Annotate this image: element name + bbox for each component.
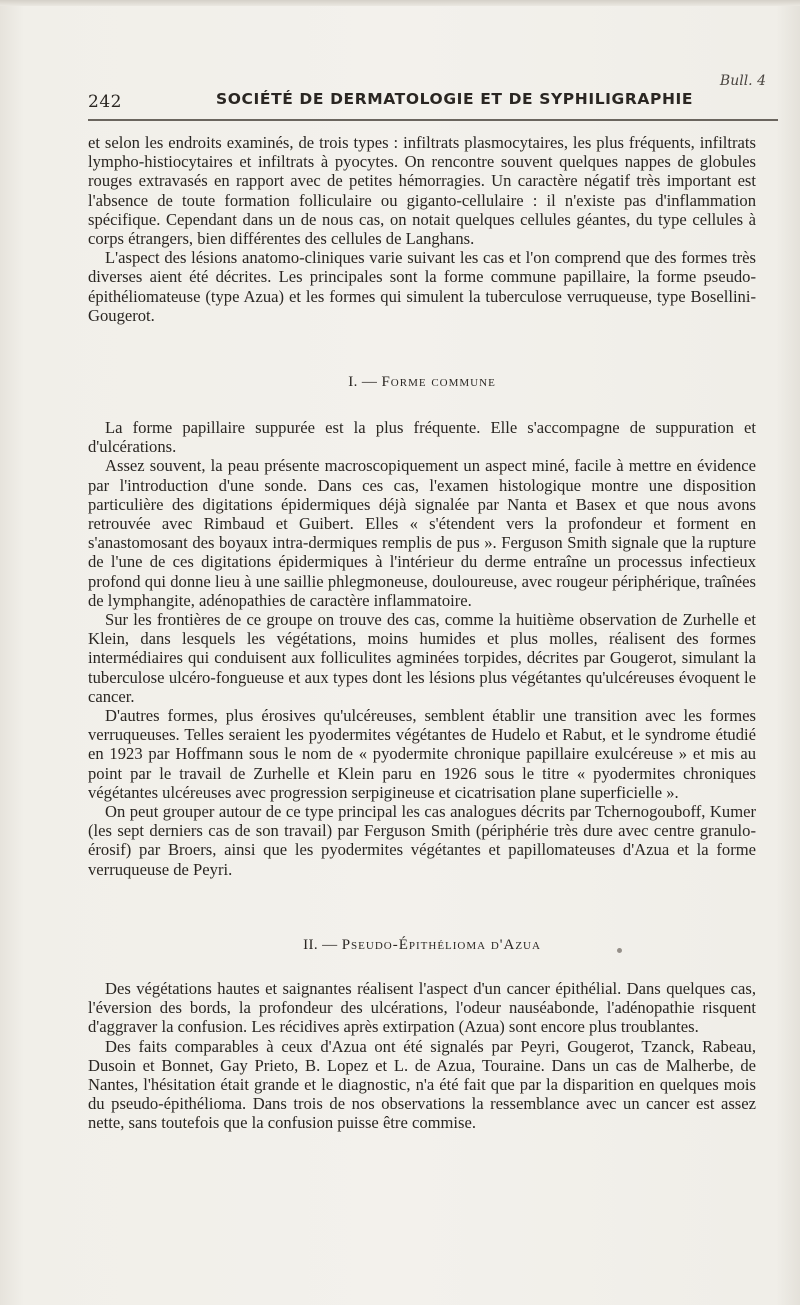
page-top-edge — [0, 0, 800, 6]
section-2-paragraph: Des végétations hautes et saignantes réalisent l'aspect d'un cancer épithélial. Dans quelques cas, l'éversion des bords, la profondeur des ulcérations, l'odeur nauséabonde, l'adénopathie risquent d'aggraver la confusion. Les récidives après extirpation (Azua) sont encore plus troublantes. — [88, 979, 756, 1037]
intro-block — [88, 133, 756, 325]
section-1-paragraph: On peut grouper autour de ce type principal les cas analogues décrits par Tchernogouboff, Kumer (les sept derniers cas de son travail) par Ferguson Smith (périphérie très dure avec centre granulo-érosif) par Broers, ainsi que les pyodermites végétantes et papillomateuses d'Azua et la forme verruqueuse de Peyri. — [88, 802, 756, 879]
page-number: 242 — [88, 92, 122, 112]
section-2-paragraph: Des faits comparables à ceux d'Azua ont été signalés par Peyri, Gougerot, Tzanck, Rabeau, Dusoin et Bonnet, Gay Prieto, B. Lopez et L. de Azua, Touraine. Dans un cas de Malherbe, de Nantes, l'hésitation était grande et le diagnostic, n'a été fait que par la disparition en quelques mois du pseudo-épithélioma. Dans trois de nos observations la ressemblance avec un cancer est assez nette, sans toutefois que la confusion puisse être commise. — [88, 1036, 756, 1133]
intro-paragraph-2: L'aspect des lésions anatomo-cliniques varie suivant les cas et l'on comprend que des formes très diverses aient été décrites. Les principales sont la forme commune papillaire, la forme pseudo-épithéliomateuse (type Azua) et les formes qui simulent la tuberculose verruqueuse, type Bosellini-Gougerot. — [88, 248, 756, 325]
ink-spot — [617, 948, 622, 953]
section-title-2: Pseudo-Épithélioma d'Azua — [341, 937, 541, 953]
section-title-1: Forme commune — [381, 374, 496, 390]
section-heading-1 — [88, 374, 756, 391]
section-1-paragraph: Sur les frontières de ce groupe on trouve des cas, comme la huitième observation de Zurhelle et Klein, dans lesquels les végétations, moins humides et plus molles, réalisent des formes intermédiaires qui conduisent aux folliculites agminées torpides, décrites par Gougerot, simulant la tuberculose ulcéro-fongueuse et aux types dont les lésions plus végétantes qu'ulcéreuses évoquent le cancer. — [88, 610, 756, 706]
section-1-paragraph: La forme papillaire suppurée est la plus fréquente. Elle s'accompagne de suppuration et d'ulcérations. — [88, 418, 756, 457]
section-1-paragraph: D'autres formes, plus érosives qu'ulcéreuses, semblent établir une transition avec les formes verruqueuses. Telles seraient les pyodermites végétantes de Hudelo et Rabut, et le syndrome étudié en 1923 par Hoffmann sous le nom de « pyodermite chronique papillaire exulcéreuse » et mis au point par le travail de Zurhelle et Klein paru en 1926 sous le titre « pyodermites chroniques végétantes ulcéreuses avec progression serpigineuse et cicatrisation plane superficielle ». — [88, 706, 756, 802]
section-number-2: II. — — [303, 937, 338, 953]
header-rule — [88, 119, 778, 121]
intro-paragraph-1: et selon les endroits examinés, de trois types : infiltrats plasmocytaires, les plus fréquents, infiltrats lympho-histiocytaires et infiltrats à pyocytes. On rencontre souvent quelques nappes de globules rouges extravasés en rapport avec de petites hémorragies. Un caractère négatif très important est l'absence de toute formation folliculaire ou giganto-cellulaire : il n'existe pas d'inflammation spécifique. Cependant dans un de nous cas, on notait quelques cellules géantes, du type cellules à corps étrangers, bien différentes des cellules de Langhans. — [88, 133, 756, 249]
section-1-body — [88, 418, 756, 879]
section-1-paragraph: Assez souvent, la peau présente macroscopiquement un aspect miné, facile à mettre en évidence par l'introduction d'une sonde. Dans ces cas, l'examen histologique montre une disposition particulière des digitations épidermiques déjà signalée par Nanta et Basex et que nous avons retrouvée avec Rimbaud et Guibert. Elles « s'étendent vers la profondeur et forment en s'anastomosant des boyaux intra-dermiques remplis de pus ». Ferguson Smith signale que la rupture de l'une de ces digitations épidermiques à l'intérieur du derme entraîne un processus infectieux profond qui donne lieu à une saillie phlegmoneuse, douloureuse, avec rougeur périphérique, traînées de lymphangite, adénopathies de caractère inflammatoire. — [88, 456, 756, 610]
section-number-1: I. — — [348, 374, 378, 390]
section-heading-2 — [88, 937, 756, 954]
section-2-body — [88, 979, 756, 1133]
running-head: SOCIÉTÉ DE DERMATOLOGIE ET DE SYPHILIGRAPHIE — [216, 90, 694, 108]
bulletin-mark: Bull. 4 — [719, 73, 766, 89]
